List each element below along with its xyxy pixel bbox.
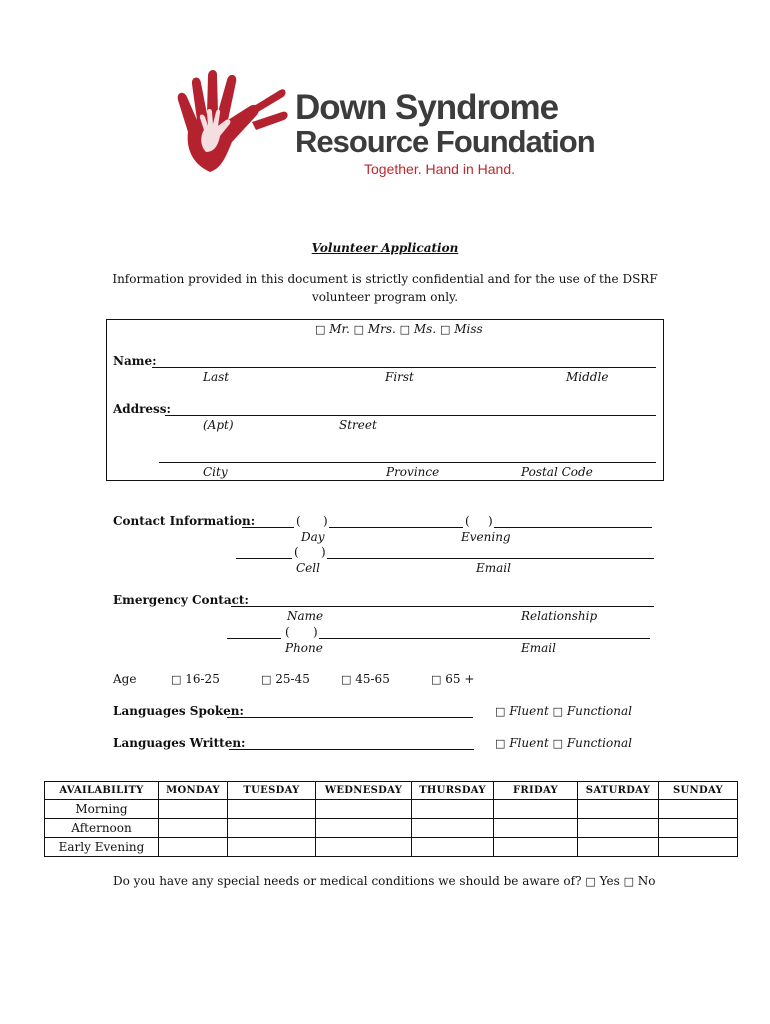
cell-evening-tuesday[interactable] bbox=[228, 838, 316, 857]
name-sub-last: Last bbox=[203, 370, 230, 384]
special-needs-no-label: No bbox=[637, 874, 656, 888]
age-option-1[interactable] bbox=[171, 672, 220, 686]
checkbox-mrs[interactable]: □ bbox=[353, 323, 364, 336]
special-needs-question: Do you have any special needs or medical conditions we should be aware of? bbox=[113, 874, 582, 888]
cell-evening-wednesday[interactable] bbox=[316, 838, 412, 857]
cell-morning-friday[interactable] bbox=[494, 800, 578, 819]
contact-evening-paren-open: ( bbox=[465, 514, 470, 528]
header-saturday: SATURDAY bbox=[578, 782, 659, 800]
contact-sub-email: Email bbox=[476, 561, 511, 575]
languages-spoken-field[interactable] bbox=[227, 704, 473, 718]
intro-line-1: Information provided in this document is strictly confidential and for the use of the DSRF bbox=[112, 272, 658, 286]
header-sunday: SUNDAY bbox=[659, 782, 738, 800]
emergency-paren-open: ( bbox=[285, 625, 290, 639]
cell-morning-tuesday[interactable] bbox=[228, 800, 316, 819]
address-sub-street: Street bbox=[339, 418, 377, 432]
row-label-early-evening: Early Evening bbox=[45, 838, 159, 857]
header-tuesday: TUESDAY bbox=[228, 782, 316, 800]
cell-afternoon-wednesday[interactable] bbox=[316, 819, 412, 838]
header-monday: MONDAY bbox=[159, 782, 228, 800]
name-label: Name: bbox=[113, 354, 157, 368]
checkbox-icon[interactable]: □ bbox=[261, 673, 272, 686]
emergency-sub-name: Name bbox=[287, 609, 324, 623]
checkbox-icon[interactable]: □ bbox=[171, 673, 182, 686]
address-label: Address: bbox=[113, 402, 171, 416]
cell-evening-friday[interactable] bbox=[494, 838, 578, 857]
contact-sub-day: Day bbox=[301, 530, 325, 544]
age-option-label: 25-45 bbox=[275, 672, 310, 686]
cell-morning-wednesday[interactable] bbox=[316, 800, 412, 819]
contact-sub-cell: Cell bbox=[296, 561, 320, 575]
name-sub-middle: Middle bbox=[566, 370, 609, 384]
header-wednesday: WEDNESDAY bbox=[316, 782, 412, 800]
contact-cell-area-field[interactable] bbox=[236, 545, 292, 559]
contact-label: Contact Information: bbox=[113, 514, 256, 528]
contact-day-paren-close: ) bbox=[323, 514, 328, 528]
cell-morning-sunday[interactable] bbox=[659, 800, 738, 819]
checkbox-icon[interactable]: □ bbox=[431, 673, 442, 686]
emergency-area-field[interactable] bbox=[227, 625, 281, 639]
checkbox-no[interactable]: □ bbox=[623, 875, 634, 888]
emergency-name-field[interactable] bbox=[231, 593, 654, 607]
address-street-field[interactable] bbox=[165, 402, 656, 416]
cell-afternoon-tuesday[interactable] bbox=[228, 819, 316, 838]
header-availability: AVAILABILITY bbox=[45, 782, 159, 800]
emergency-paren-close: ) bbox=[313, 625, 318, 639]
availability-header-row bbox=[45, 782, 738, 800]
languages-written-field[interactable] bbox=[229, 736, 474, 750]
age-label: Age bbox=[113, 672, 137, 686]
salutation-mr-label: Mr. bbox=[329, 322, 350, 336]
header-thursday: THURSDAY bbox=[412, 782, 494, 800]
cell-evening-monday[interactable] bbox=[159, 838, 228, 857]
emergency-sub-relationship: Relationship bbox=[521, 609, 598, 623]
written-fluent-label: Fluent bbox=[509, 736, 549, 750]
contact-day-area-field[interactable] bbox=[242, 514, 294, 528]
availability-row-afternoon bbox=[45, 819, 738, 838]
emergency-sub-email: Email bbox=[521, 641, 556, 655]
age-option-label: 16-25 bbox=[185, 672, 220, 686]
checkbox-icon[interactable]: □ bbox=[341, 673, 352, 686]
name-sub-first: First bbox=[385, 370, 414, 384]
cell-afternoon-monday[interactable] bbox=[159, 819, 228, 838]
checkbox-miss[interactable]: □ bbox=[439, 323, 451, 336]
address-sub-province: Province bbox=[386, 465, 440, 479]
cell-evening-sunday[interactable] bbox=[659, 838, 738, 857]
languages-spoken-label: Languages Spoken: bbox=[113, 704, 244, 718]
cell-morning-thursday[interactable] bbox=[412, 800, 494, 819]
spoken-functional-label: Functional bbox=[566, 704, 632, 718]
emergency-phone-email-field[interactable] bbox=[319, 625, 650, 639]
name-field[interactable] bbox=[152, 354, 656, 368]
special-needs-question-row bbox=[113, 874, 656, 888]
contact-evening-paren-close: ) bbox=[488, 514, 493, 528]
age-option-2[interactable] bbox=[261, 672, 310, 686]
contact-cell-paren-close: ) bbox=[321, 545, 326, 559]
age-option-label: 45-65 bbox=[355, 672, 390, 686]
age-option-label: 65 + bbox=[445, 672, 475, 686]
header-friday: FRIDAY bbox=[494, 782, 578, 800]
address-sub-apt: (Apt) bbox=[203, 418, 234, 432]
salutation-miss-label: Miss bbox=[454, 322, 483, 336]
cell-evening-thursday[interactable] bbox=[412, 838, 494, 857]
special-needs-yes-label: Yes bbox=[599, 874, 620, 888]
form-title: Volunteer Application bbox=[311, 241, 459, 255]
contact-day-paren-open: ( bbox=[296, 514, 301, 528]
logo-tagline: Together. Hand in Hand. bbox=[364, 161, 515, 177]
emergency-sub-phone: Phone bbox=[285, 641, 323, 655]
address-sub-postal: Postal Code bbox=[521, 465, 593, 479]
cell-morning-saturday[interactable] bbox=[578, 800, 659, 819]
checkbox-yes[interactable]: □ bbox=[585, 875, 596, 888]
salutation-mrs-label: Mrs. bbox=[367, 322, 396, 336]
cell-afternoon-saturday[interactable] bbox=[578, 819, 659, 838]
checkbox-written-functional[interactable]: □ bbox=[552, 737, 564, 750]
row-label-morning: Morning bbox=[45, 800, 159, 819]
logo-title-line1: Down Syndrome bbox=[295, 88, 559, 127]
cell-morning-monday[interactable] bbox=[159, 800, 228, 819]
contact-cell-email-field[interactable] bbox=[327, 545, 654, 559]
contact-evening-field[interactable] bbox=[494, 514, 652, 528]
languages-spoken-options bbox=[495, 704, 632, 718]
contact-sub-evening: Evening bbox=[461, 530, 511, 544]
checkbox-mr[interactable]: □ bbox=[315, 323, 326, 336]
address-city-field[interactable] bbox=[159, 449, 656, 463]
languages-written-label: Languages Written: bbox=[113, 736, 246, 750]
contact-cell-paren-open: ( bbox=[294, 545, 299, 559]
logo-title-line2: Resource Foundation bbox=[295, 124, 595, 159]
cell-afternoon-thursday[interactable] bbox=[412, 819, 494, 838]
written-functional-label: Functional bbox=[566, 736, 632, 750]
spoken-fluent-label: Fluent bbox=[509, 704, 549, 718]
age-option-4[interactable] bbox=[431, 672, 474, 686]
cell-afternoon-sunday[interactable] bbox=[659, 819, 738, 838]
salutation-ms-label: Ms. bbox=[413, 322, 437, 336]
availability-table bbox=[44, 781, 738, 857]
contact-day-field[interactable] bbox=[329, 514, 463, 528]
checkbox-spoken-fluent[interactable]: □ bbox=[495, 705, 506, 718]
emergency-label: Emergency Contact: bbox=[113, 593, 249, 607]
checkbox-spoken-functional[interactable]: □ bbox=[552, 705, 564, 718]
availability-row-morning bbox=[45, 800, 738, 819]
row-label-afternoon: Afternoon bbox=[45, 819, 159, 838]
cell-evening-saturday[interactable] bbox=[578, 838, 659, 857]
intro-line-2: volunteer program only. bbox=[311, 290, 459, 304]
hand-logo-icon bbox=[170, 60, 295, 178]
languages-written-options bbox=[495, 736, 632, 750]
address-sub-city: City bbox=[203, 465, 228, 479]
salutation-group bbox=[315, 322, 483, 336]
age-option-3[interactable] bbox=[341, 672, 390, 686]
checkbox-written-fluent[interactable]: □ bbox=[495, 737, 506, 750]
availability-row-early-evening bbox=[45, 838, 738, 857]
checkbox-ms[interactable]: □ bbox=[399, 323, 411, 336]
cell-afternoon-friday[interactable] bbox=[494, 819, 578, 838]
